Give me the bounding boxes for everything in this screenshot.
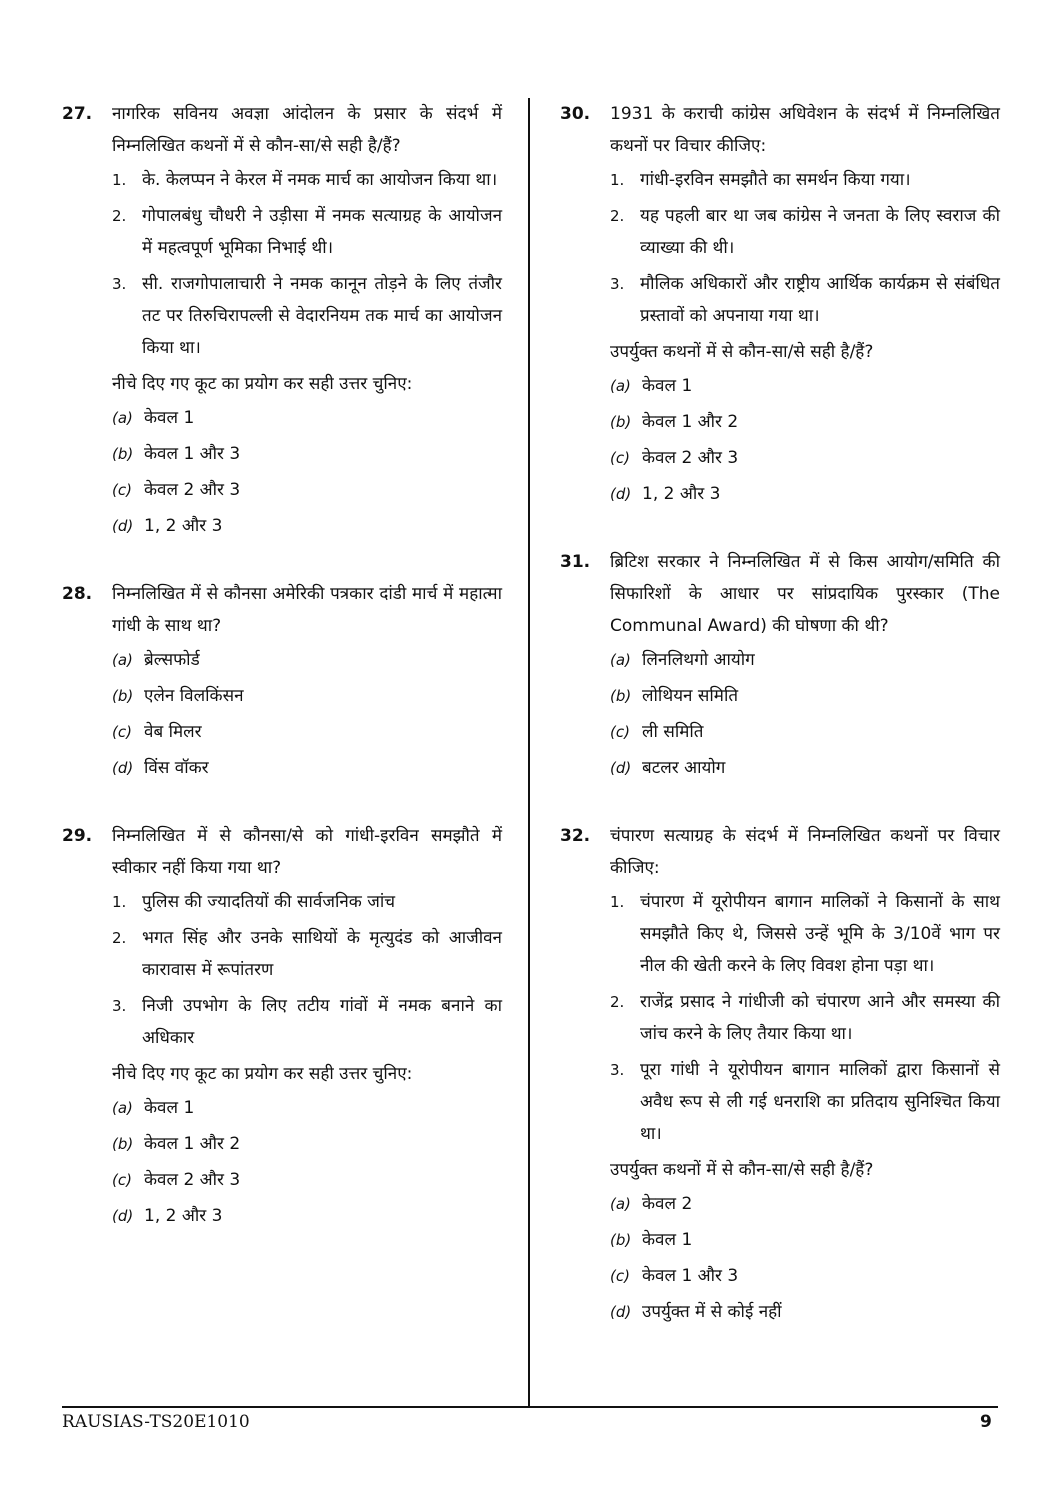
question-text: निम्नलिखित में से कौनसा अमेरिकी पत्रकार दांडी मार्च में महात्मा गांधी के साथ था? bbox=[112, 584, 502, 636]
statement bbox=[610, 986, 1000, 1050]
statement-text: के. केलप्पन ने केरल में नमक मार्च का आयोजन किया था। bbox=[142, 170, 498, 190]
instruction-text: उपर्युक्त कथनों में से कौन-सा/से सही है/हैं? bbox=[610, 342, 874, 362]
option-text: लिनलिथगो आयोग bbox=[642, 650, 755, 670]
option-label: (b) bbox=[610, 1231, 632, 1249]
instruction-text: नीचे दिए गए कूट का प्रयोग कर सही उत्तर चुनिए: bbox=[112, 1064, 413, 1084]
option-c[interactable] bbox=[112, 476, 502, 504]
statement-text: चंपारण में यूरोपीयन बागान मालिकों ने किसानों के साथ समझौते किए थे, जिससे उन्हें भूमि के 3/10वें भाग पर नील की खेती करने के लिए विवश होना पड़ा था। bbox=[640, 892, 1000, 976]
option-c[interactable] bbox=[112, 1166, 502, 1194]
question-28 bbox=[62, 578, 502, 782]
option-a[interactable] bbox=[610, 1190, 1000, 1218]
option-label: (a) bbox=[610, 651, 631, 669]
option-label: (c) bbox=[112, 723, 132, 741]
statement-number: 2. bbox=[610, 993, 625, 1011]
option-label: (d) bbox=[610, 1303, 632, 1321]
statement-list bbox=[112, 164, 502, 364]
option-text: केवल 2 और 3 bbox=[642, 448, 739, 468]
statement-list bbox=[610, 886, 1000, 1150]
option-text: केवल 1 और 2 bbox=[642, 412, 739, 432]
option-d[interactable] bbox=[112, 1202, 502, 1230]
statement-text: सी. राजगोपालाचारी ने नमक कानून तोड़ने के लिए तंजौर तट पर तिरुचिरापल्ली से वेदारनियम तक मार्च का आयोजन किया था। bbox=[142, 274, 502, 358]
option-label: (c) bbox=[610, 1267, 630, 1285]
option-b[interactable] bbox=[112, 1130, 502, 1158]
option-label: (d) bbox=[112, 759, 134, 777]
statement bbox=[610, 164, 1000, 196]
question-number: 27. bbox=[62, 104, 93, 124]
statement bbox=[112, 164, 502, 196]
option-text: केवल 2 और 3 bbox=[144, 1170, 241, 1190]
statement-number: 1. bbox=[112, 893, 127, 911]
option-label: (a) bbox=[610, 377, 631, 395]
option-list bbox=[610, 646, 1000, 782]
option-a[interactable] bbox=[112, 646, 502, 674]
statement-text: पूरा गांधी ने यूरोपीयन बागान मालिकों द्वारा किसानों से अवैध रूप से ली गई धनराशि का प्रतिदाय सुनिश्चित किया था। bbox=[640, 1060, 1000, 1144]
option-a[interactable] bbox=[610, 646, 1000, 674]
option-label: (d) bbox=[610, 485, 632, 503]
statement-number: 1. bbox=[610, 171, 625, 189]
question-29 bbox=[62, 820, 502, 1230]
option-d[interactable] bbox=[610, 1298, 1000, 1326]
statement-text: पुलिस की ज्यादतियों की सार्वजनिक जांच bbox=[142, 892, 396, 912]
instruction-text: नीचे दिए गए कूट का प्रयोग कर सही उत्तर चुनिए: bbox=[112, 374, 413, 394]
option-label: (c) bbox=[112, 1171, 132, 1189]
statement-text: मौलिक अधिकारों और राष्ट्रीय आर्थिक कार्यक्रम से संबंधित प्रस्तावों को अपनाया गया था। bbox=[640, 274, 1000, 326]
option-text: केवल 1 bbox=[642, 376, 693, 396]
statement-number: 2. bbox=[112, 207, 127, 225]
statement bbox=[610, 268, 1000, 332]
question-text: चंपारण सत्याग्रह के संदर्भ में निम्नलिखित कथनों पर विचार कीजिए: bbox=[610, 826, 1000, 878]
option-list bbox=[610, 372, 1000, 508]
question-number: 32. bbox=[560, 826, 591, 846]
statement bbox=[610, 1054, 1000, 1150]
option-text: केवल 2 bbox=[642, 1194, 693, 1214]
option-label: (c) bbox=[610, 723, 630, 741]
option-text: केवल 1 bbox=[642, 1230, 693, 1250]
option-d[interactable] bbox=[112, 512, 502, 540]
instruction-text: उपर्युक्त कथनों में से कौन-सा/से सही है/हैं? bbox=[610, 1160, 874, 1180]
option-text: 1, 2 और 3 bbox=[642, 484, 721, 504]
statement bbox=[112, 200, 502, 264]
page-number: 9 bbox=[980, 1412, 992, 1432]
statement bbox=[610, 200, 1000, 264]
left-column bbox=[62, 98, 502, 1268]
option-label: (a) bbox=[610, 1195, 631, 1213]
option-a[interactable] bbox=[112, 1094, 502, 1122]
statement-number: 1. bbox=[112, 171, 127, 189]
question-number: 30. bbox=[560, 104, 591, 124]
statement-text: राजेंद्र प्रसाद ने गांधीजी को चंपारण आने और समस्या की जांच करने के लिए तैयार किया था। bbox=[640, 992, 1000, 1044]
option-text: वेब मिलर bbox=[144, 722, 202, 742]
option-text: 1, 2 और 3 bbox=[144, 516, 223, 536]
option-label: (a) bbox=[112, 1099, 133, 1117]
option-c[interactable] bbox=[610, 444, 1000, 472]
question-text: 1931 के कराची कांग्रेस अधिवेशन के संदर्भ में निम्नलिखित कथनों पर विचार कीजिए: bbox=[610, 104, 1000, 156]
statement-text: गोपालबंधु चौधरी ने उड़ीसा में नमक सत्याग्रह के आयोजन में महत्वपूर्ण भूमिका निभाई थी। bbox=[142, 206, 502, 258]
option-b[interactable] bbox=[610, 408, 1000, 436]
statement-number: 3. bbox=[610, 1061, 625, 1079]
option-d[interactable] bbox=[610, 754, 1000, 782]
option-c[interactable] bbox=[610, 1262, 1000, 1290]
option-label: (d) bbox=[610, 759, 632, 777]
option-text: केवल 1 bbox=[144, 1098, 195, 1118]
question-number: 31. bbox=[560, 552, 591, 572]
option-a[interactable] bbox=[610, 372, 1000, 400]
question-text: निम्नलिखित में से कौनसा/से को गांधी-इरविन समझौते में स्वीकार नहीं किया गया था? bbox=[112, 826, 502, 878]
option-label: (a) bbox=[112, 409, 133, 427]
statement bbox=[112, 922, 502, 986]
option-text: ब्रेल्सफोर्ड bbox=[144, 650, 200, 670]
option-text: बटलर आयोग bbox=[642, 758, 726, 778]
option-c[interactable] bbox=[610, 718, 1000, 746]
option-b[interactable] bbox=[112, 440, 502, 468]
option-text: एलेन विलकिंसन bbox=[144, 686, 244, 706]
question-number: 28. bbox=[62, 584, 93, 604]
option-label: (a) bbox=[112, 651, 133, 669]
option-label: (b) bbox=[112, 445, 134, 463]
option-b[interactable] bbox=[112, 682, 502, 710]
option-label: (d) bbox=[112, 1207, 134, 1225]
option-d[interactable] bbox=[112, 754, 502, 782]
option-label: (b) bbox=[610, 413, 632, 431]
footer-test-code: RAUSIAS-TS20E1010 bbox=[62, 1412, 250, 1432]
footer-rule bbox=[62, 1406, 998, 1408]
statement-list bbox=[610, 164, 1000, 332]
question-number: 29. bbox=[62, 826, 93, 846]
question-32 bbox=[560, 820, 1000, 1326]
option-label: (c) bbox=[112, 481, 132, 499]
statement-list bbox=[112, 886, 502, 1054]
option-list bbox=[610, 1190, 1000, 1326]
statement-text: गांधी-इरविन समझौते का समर्थन किया गया। bbox=[640, 170, 911, 190]
option-a[interactable] bbox=[112, 404, 502, 432]
option-c[interactable] bbox=[112, 718, 502, 746]
option-text: 1, 2 और 3 bbox=[144, 1206, 223, 1226]
statement bbox=[112, 886, 502, 918]
option-list bbox=[112, 646, 502, 782]
option-b[interactable] bbox=[610, 1226, 1000, 1254]
option-text: विंस वॉकर bbox=[144, 758, 209, 778]
question-30 bbox=[560, 98, 1000, 508]
option-label: (b) bbox=[112, 1135, 134, 1153]
option-text: केवल 1 और 2 bbox=[144, 1134, 241, 1154]
option-text: ली समिति bbox=[642, 722, 704, 742]
option-label: (c) bbox=[610, 449, 630, 467]
statement-number: 3. bbox=[112, 997, 127, 1015]
option-d[interactable] bbox=[610, 480, 1000, 508]
column-divider bbox=[528, 98, 530, 1406]
statement bbox=[112, 268, 502, 364]
question-31 bbox=[560, 546, 1000, 782]
option-text: उपर्युक्त में से कोई नहीं bbox=[642, 1302, 782, 1322]
statement-number: 2. bbox=[610, 207, 625, 225]
option-text: केवल 1 और 3 bbox=[144, 444, 241, 464]
option-text: केवल 1 bbox=[144, 408, 195, 428]
statement-number: 2. bbox=[112, 929, 127, 947]
option-list bbox=[112, 1094, 502, 1230]
statement-text: यह पहली बार था जब कांग्रेस ने जनता के लिए स्वराज की व्याख्या की थी। bbox=[640, 206, 1000, 258]
question-27 bbox=[62, 98, 502, 540]
statement-text: भगत सिंह और उनके साथियों के मृत्युदंड को आजीवन कारावास में रूपांतरण bbox=[142, 928, 502, 980]
option-text: केवल 2 और 3 bbox=[144, 480, 241, 500]
question-text: ब्रिटिश सरकार ने निम्नलिखित में से किस आयोग/समिति की सिफारिशों के आधार पर सांप्रदायिक पुरस्कार (The Communal Award) की घोषणा की थी? bbox=[610, 552, 1000, 636]
statement-number: 3. bbox=[610, 275, 625, 293]
option-list bbox=[112, 404, 502, 540]
option-text: केवल 1 और 3 bbox=[642, 1266, 739, 1286]
statement-number: 3. bbox=[112, 275, 127, 293]
statement-number: 1. bbox=[610, 893, 625, 911]
option-b[interactable] bbox=[610, 682, 1000, 710]
option-label: (b) bbox=[112, 687, 134, 705]
right-column bbox=[560, 98, 1000, 1364]
statement bbox=[112, 990, 502, 1054]
option-label: (b) bbox=[610, 687, 632, 705]
question-text: नागरिक सविनय अवज्ञा आंदोलन के प्रसार के संदर्भ में निम्नलिखित कथनों में से कौन-सा/से सही है/हैं? bbox=[112, 104, 502, 156]
option-label: (d) bbox=[112, 517, 134, 535]
statement-text: निजी उपभोग के लिए तटीय गांवों में नमक बनाने का अधिकार bbox=[142, 996, 502, 1048]
option-text: लोथियन समिति bbox=[642, 686, 739, 706]
statement bbox=[610, 886, 1000, 982]
